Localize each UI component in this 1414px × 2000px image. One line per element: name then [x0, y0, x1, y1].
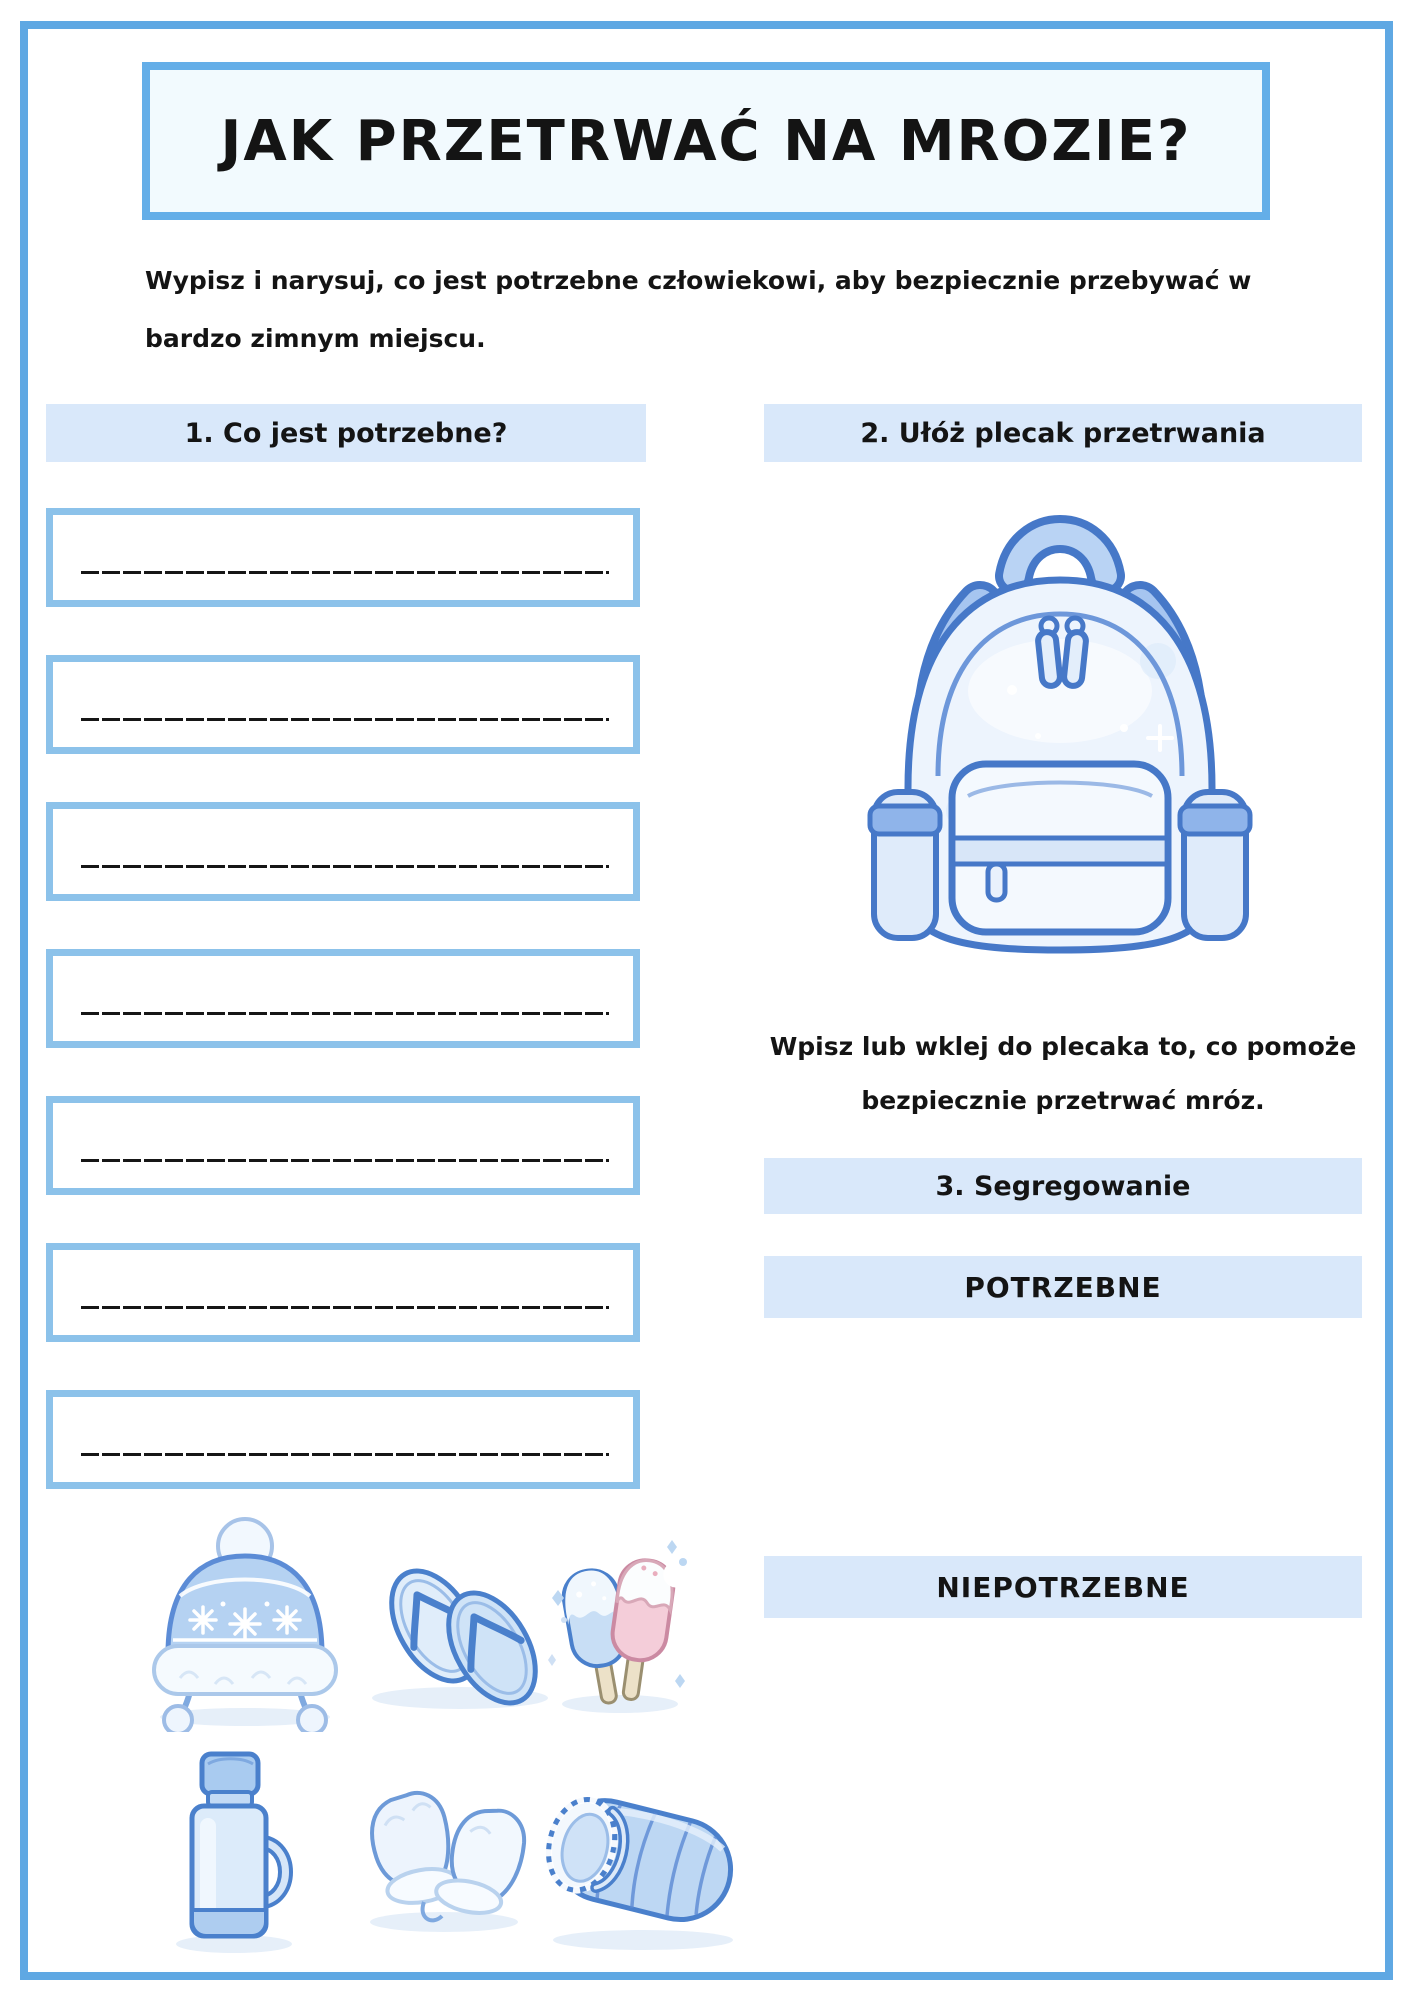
section3-header-label: 3. Segregowanie	[935, 1170, 1191, 1202]
intro-line-2: bardzo zimnym miejscu.	[145, 324, 486, 353]
not-needed-bucket-label	[764, 1556, 1362, 1618]
writing-line	[81, 1453, 609, 1456]
writing-line	[81, 1012, 609, 1015]
answer-box[interactable]	[46, 1096, 640, 1195]
answer-box-list	[46, 508, 640, 1537]
answer-box[interactable]	[46, 508, 640, 607]
section3-header	[764, 1158, 1362, 1214]
needed-bucket-label	[764, 1256, 1362, 1318]
writing-line	[81, 1159, 609, 1162]
winter-hat-icon[interactable]	[140, 1512, 350, 1732]
not-needed-drop-zone[interactable]	[764, 1620, 1362, 1960]
not-needed-label-text: NIEPOTRZEBNE	[936, 1570, 1190, 1604]
intro-line-1: Wypisz i narysuj, co jest potrzebne człowiekowi, aby bezpiecznie przebywać w	[145, 266, 1252, 295]
section1-header	[46, 404, 646, 462]
writing-line	[81, 865, 609, 868]
backpack-illustration[interactable]	[828, 476, 1292, 976]
writing-line	[81, 571, 609, 574]
thermos-icon[interactable]	[172, 1742, 312, 1957]
backpack-caption	[764, 1020, 1362, 1128]
sleeping-bag-icon[interactable]	[535, 1778, 750, 1956]
needed-label-text: POTRZEBNE	[964, 1270, 1162, 1304]
backpack-icon	[828, 476, 1292, 976]
intro-text	[145, 252, 1285, 368]
answer-box[interactable]	[46, 1390, 640, 1489]
answer-box[interactable]	[46, 1243, 640, 1342]
writing-line	[81, 1306, 609, 1309]
section2-header	[764, 404, 1362, 462]
answer-box[interactable]	[46, 949, 640, 1048]
backpack-caption-line-1: Wpisz lub wklej do plecaka to, co pomoże	[769, 1032, 1357, 1061]
answer-box[interactable]	[46, 802, 640, 901]
popsicles-icon[interactable]	[540, 1532, 695, 1720]
section2-header-label: 2. Ułóż plecak przetrwania	[860, 417, 1266, 449]
title-box	[142, 62, 1270, 220]
writing-line	[81, 718, 609, 721]
backpack-caption-line-2: bezpiecznie przetrwać mróz.	[861, 1086, 1265, 1115]
section1-header-label: 1. Co jest potrzebne?	[184, 417, 508, 449]
flip-flops-icon[interactable]	[350, 1548, 565, 1716]
needed-drop-zone[interactable]	[764, 1320, 1362, 1552]
answer-box[interactable]	[46, 655, 640, 754]
mittens-icon[interactable]	[358, 1770, 530, 1938]
page-title: JAK PRZETRWAĆ NA MROZIE?	[220, 108, 1192, 174]
